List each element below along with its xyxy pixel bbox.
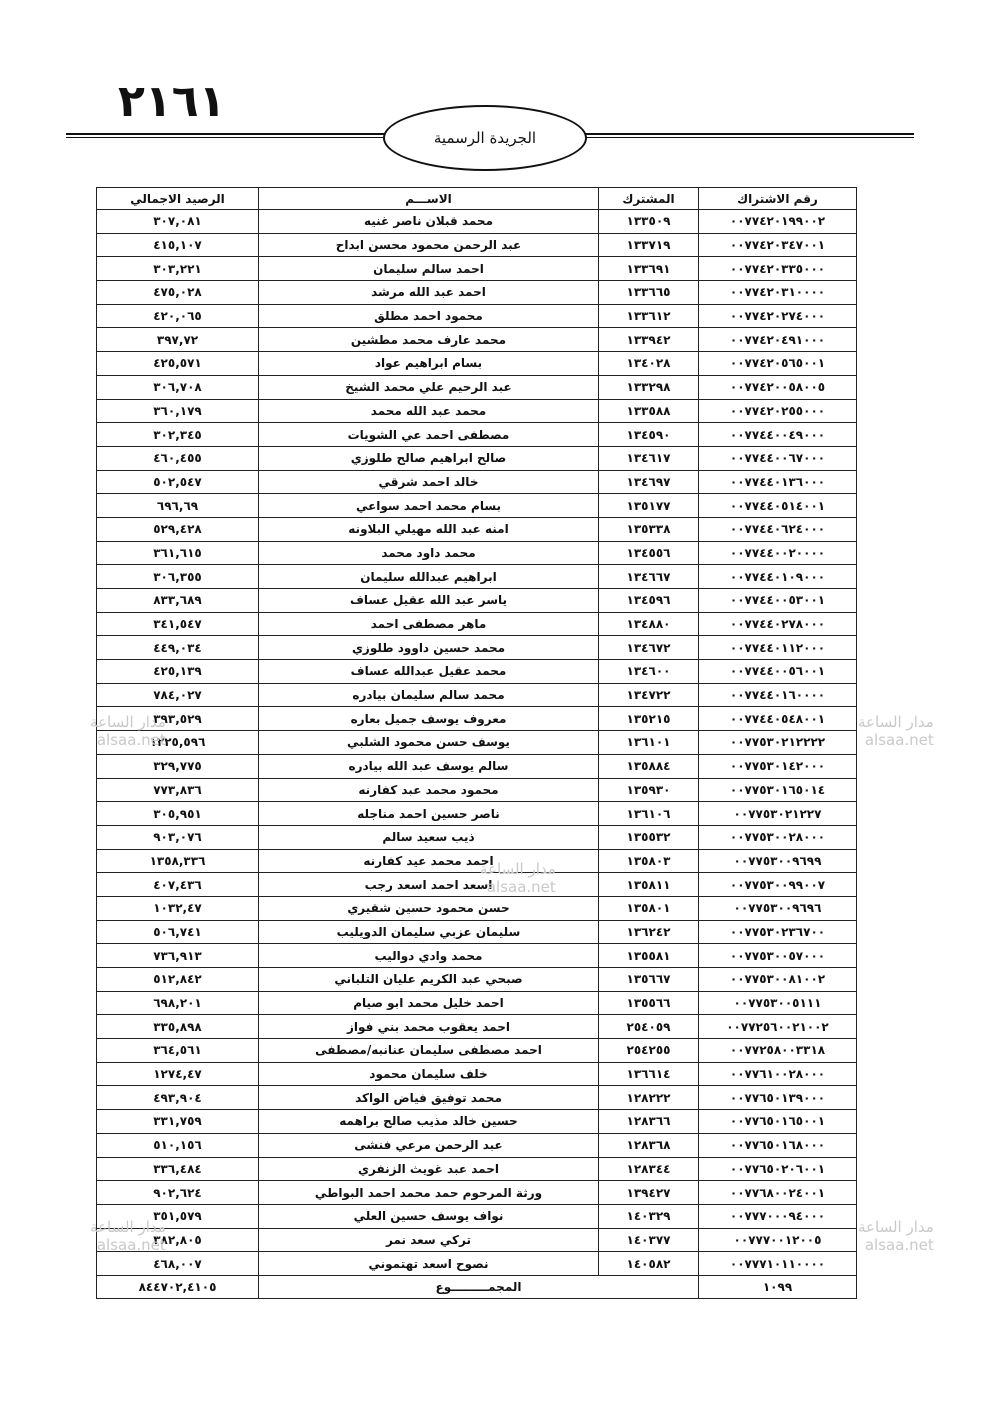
- table-row: [97, 968, 857, 992]
- watermark: مدار الساعة alsaa.net: [90, 713, 166, 749]
- cell-name: صالح ابراهيم صالح طلوزي: [259, 446, 599, 470]
- cell-balance: ٣٠٧,٠٨١: [97, 210, 259, 234]
- cell-balance: ٣٦٤,٥٦١: [97, 1039, 259, 1063]
- gazette-title-oval: [383, 105, 587, 171]
- table-row: [97, 1133, 857, 1157]
- watermark: مدار الساعة alsaa.net: [90, 1218, 166, 1254]
- cell-account-no: ٠٠٧٧٦٥٠٢٠٦٠٠١: [699, 1157, 857, 1181]
- cell-balance: ٣٠٢,٣٤٥: [97, 423, 259, 447]
- cell-balance: ٣٠٦,٧٠٨: [97, 375, 259, 399]
- cell-subscriber: ١٣٤٠٢٨: [599, 352, 699, 376]
- cell-balance: ٣٣١,٧٥٩: [97, 1110, 259, 1134]
- table-row: [97, 589, 857, 613]
- cell-name: امنه عبد الله مهيلي البلاونه: [259, 517, 599, 541]
- cell-name: محمد عارف محمد مطشين: [259, 328, 599, 352]
- table-row: [97, 375, 857, 399]
- table-row: [97, 849, 857, 873]
- cell-balance: ٣٥١,٥٧٩: [97, 1204, 259, 1228]
- cell-balance: ٣٩٧,٧٢: [97, 328, 259, 352]
- cell-name: نواف يوسف حسين العلي: [259, 1204, 599, 1228]
- cell-name: محمد عقيل عبدالله عساف: [259, 660, 599, 684]
- watermark: مدار الساعة alsaa.net: [858, 713, 934, 749]
- cell-subscriber: ١٣٦٦١٤: [599, 1062, 699, 1086]
- table-row: [97, 399, 857, 423]
- cell-account-no: ٠٠٧٧٤٢٠٥٦٥٠٠١: [699, 352, 857, 376]
- table-row: [97, 707, 857, 731]
- table-row: [97, 1062, 857, 1086]
- cell-account-no: ٠٠٧٧٥٣٠٠٨١٠٠٢: [699, 968, 857, 992]
- table-row: [97, 896, 857, 920]
- table-row: [97, 754, 857, 778]
- table-row: [97, 1110, 857, 1134]
- cell-subscriber: ١٣٣٦٩١: [599, 257, 699, 281]
- cell-account-no: ٠٠٧٧٦٥٠١٦٨٠٠٠: [699, 1133, 857, 1157]
- cell-name: تركي سعد نمر: [259, 1228, 599, 1252]
- cell-balance: ٣٩٣,٥٢٩: [97, 707, 259, 731]
- cell-account-no: ٠٠٧٧٤٢٠٣٤٧٠٠١: [699, 233, 857, 257]
- gazette-title: الجريدة الرسمية: [433, 129, 537, 147]
- cell-balance: ٤٧٥,٠٢٨: [97, 281, 259, 305]
- cell-subscriber: ١٣٤٦٠٠: [599, 660, 699, 684]
- cell-subscriber: ١٣٣٧١٩: [599, 233, 699, 257]
- cell-subscriber: ١٣٩٤٢٧: [599, 1181, 699, 1205]
- cell-balance: ٥١٢,٨٤٢: [97, 968, 259, 992]
- subscribers-table: [96, 187, 857, 1299]
- table-row: [97, 1228, 857, 1252]
- table-row: [97, 494, 857, 518]
- table-row: [97, 517, 857, 541]
- cell-name: بسام محمد احمد سواعي: [259, 494, 599, 518]
- cell-name: احمد يعقوب محمد بني فواز: [259, 1015, 599, 1039]
- cell-name: محمد قبلان ناصر غنيه: [259, 210, 599, 234]
- cell-subscriber: ١٣٤٦١٧: [599, 446, 699, 470]
- cell-subscriber: ١٢٨٢٢٢: [599, 1086, 699, 1110]
- cell-subscriber: ٢٥٤٠٥٩: [599, 1015, 699, 1039]
- cell-account-no: ٠٠٧٧٤٤٠٦٢٤٠٠٠: [699, 517, 857, 541]
- header-name: الاســـم: [259, 188, 599, 210]
- cell-account-no: ٠٠٧٧٤٤٠١٦٠٠٠٠: [699, 683, 857, 707]
- table-row: [97, 991, 857, 1015]
- cell-balance: ٨٣٣,٦٨٩: [97, 589, 259, 613]
- cell-account-no: ٠٠٧٧٤٢٠٢٧٤٠٠٠: [699, 304, 857, 328]
- cell-balance: ٦٩٦,٦٩: [97, 494, 259, 518]
- cell-subscriber: ١٣٥٨٠١: [599, 896, 699, 920]
- cell-subscriber: ١٣٥٨١١: [599, 873, 699, 897]
- cell-name: حسن محمود حسين شقيري: [259, 896, 599, 920]
- cell-balance: ٣٦٠,١٧٩: [97, 399, 259, 423]
- cell-subscriber: ١٣٣٩٤٢: [599, 328, 699, 352]
- cell-subscriber: ١٣٦١٠٦: [599, 802, 699, 826]
- cell-balance: ٣٨٢,٨٠٥: [97, 1228, 259, 1252]
- cell-name: احمد عبد الله مرشد: [259, 281, 599, 305]
- cell-name: ورثة المرحوم حمد محمد احمد البواطي: [259, 1181, 599, 1205]
- table-row: [97, 873, 857, 897]
- cell-account-no: ٠٠٧٧٤٤٠٥٤٨٠٠١: [699, 707, 857, 731]
- cell-balance: ٤٢٠,٠٦٥: [97, 304, 259, 328]
- cell-balance: ١٢٢٥,٥٩٦: [97, 731, 259, 755]
- cell-account-no: ٠٠٧٧٤٢٠٣١٠٠٠٠: [699, 281, 857, 305]
- total-balance: ٨٤٤٧٠٢,٤١٠٥: [97, 1275, 259, 1298]
- table-row: [97, 920, 857, 944]
- total-label: المجمـــــــــوع: [259, 1275, 699, 1298]
- table-row: [97, 1039, 857, 1063]
- cell-account-no: ٠٠٧٧٤٤٠٢٧٨٠٠٠: [699, 612, 857, 636]
- cell-subscriber: ١٣٦٢٤٢: [599, 920, 699, 944]
- cell-name: ناصر حسين احمد مناجله: [259, 802, 599, 826]
- cell-subscriber: ١٣٥١٧٧: [599, 494, 699, 518]
- cell-account-no: ٠٠٧٧٥٣٠١٤٢٠٠٠: [699, 754, 857, 778]
- cell-balance: ٣٤١,٥٤٧: [97, 612, 259, 636]
- cell-subscriber: ١٣٥٩٣٠: [599, 778, 699, 802]
- cell-name: محمد سالم سليمان بيادره: [259, 683, 599, 707]
- table-row: [97, 565, 857, 589]
- cell-name: محمود محمد عبد كفارنه: [259, 778, 599, 802]
- cell-balance: ٧٨٤,٠٢٧: [97, 683, 259, 707]
- cell-balance: ١٣٥٨,٣٣٦: [97, 849, 259, 873]
- cell-balance: ٩٠٣,٠٧٦: [97, 825, 259, 849]
- table-row: [97, 683, 857, 707]
- table-row: [97, 778, 857, 802]
- cell-subscriber: ١٢٨٣٤٤: [599, 1157, 699, 1181]
- cell-account-no: ٠٠٧٧٤٢٠١٩٩٠٠٢: [699, 210, 857, 234]
- cell-account-no: ٠٠٧٧٤٤٠٠٥٦٠٠١: [699, 660, 857, 684]
- cell-account-no: ٠٠٧٧٦١٠٠٢٨٠٠٠: [699, 1062, 857, 1086]
- cell-account-no: ٠٠٧٧٢٥٦٠٠٢١٠٠٢: [699, 1015, 857, 1039]
- cell-balance: ٣٠٦,٣٥٥: [97, 565, 259, 589]
- cell-name: احمد خليل محمد ابو صيام: [259, 991, 599, 1015]
- header-account-no: رقم الاشتراك: [699, 188, 857, 210]
- cell-name: عبد الرحمن مرعي فنشى: [259, 1133, 599, 1157]
- cell-account-no: ٠٠٧٧٤٢٠٤٩١٠٠٠: [699, 328, 857, 352]
- cell-name: سالم يوسف عبد الله بيادره: [259, 754, 599, 778]
- cell-balance: ٥٠٦,٧٤١: [97, 920, 259, 944]
- cell-balance: ٩٠٢,٦٢٤: [97, 1181, 259, 1205]
- cell-subscriber: ١٣٣٥٨٨: [599, 399, 699, 423]
- cell-name: ابراهيم عبدالله سليمان: [259, 565, 599, 589]
- cell-balance: ٥١٠,١٥٦: [97, 1133, 259, 1157]
- table-row: [97, 1252, 857, 1276]
- cell-balance: ٤٦٨,٠٠٧: [97, 1252, 259, 1276]
- cell-account-no: ٠٠٧٧٥٣٠٠٩٩٠٠٧: [699, 873, 857, 897]
- cell-subscriber: ١٤٠٥٨٢: [599, 1252, 699, 1276]
- cell-account-no: ٠٠٧٧٥٣٠٢٣٦٧٠٠: [699, 920, 857, 944]
- cell-name: محمد عبد الله محمد: [259, 399, 599, 423]
- cell-subscriber: ١٣٥٣٣٨: [599, 517, 699, 541]
- table-row: [97, 423, 857, 447]
- subscribers-table-wrap: [96, 187, 856, 1299]
- table-total-row: [97, 1275, 857, 1298]
- cell-name: احمد سالم سليمان: [259, 257, 599, 281]
- cell-name: محمد داود محمد: [259, 541, 599, 565]
- cell-name: ماهر مصطفى احمد: [259, 612, 599, 636]
- cell-name: عبد الرحيم علي محمد الشيخ: [259, 375, 599, 399]
- cell-subscriber: ١٢٨٣٦٦: [599, 1110, 699, 1134]
- cell-account-no: ٠٠٧٧٤٢٠٣٣٥٠٠٠: [699, 257, 857, 281]
- cell-subscriber: ١٢٨٣٦٨: [599, 1133, 699, 1157]
- cell-balance: ١٠٣٢,٤٧: [97, 896, 259, 920]
- cell-subscriber: ١٣٤٥٩٦: [599, 589, 699, 613]
- table-row: [97, 541, 857, 565]
- table-row: [97, 446, 857, 470]
- cell-name: خالد احمد شرقي: [259, 470, 599, 494]
- cell-account-no: ٠٠٧٧٥٣٠٢١٢٢٧: [699, 802, 857, 826]
- cell-subscriber: ١٣٥٥٦٦: [599, 991, 699, 1015]
- cell-account-no: ٠٠٧٧٦٥٠١٦٥٠٠١: [699, 1110, 857, 1134]
- cell-name: محمد توفيق فياض الواكد: [259, 1086, 599, 1110]
- table-row: [97, 944, 857, 968]
- page-number: ٢١٦١: [118, 76, 226, 127]
- cell-subscriber: ١٣٥٥٣٢: [599, 825, 699, 849]
- watermark: مدار الساعة alsaa.net: [480, 860, 556, 896]
- cell-name: بسام ابراهيم عواد: [259, 352, 599, 376]
- cell-balance: ١٢٧٤,٤٧: [97, 1062, 259, 1086]
- cell-name: ياسر عبد الله عقيل عساف: [259, 589, 599, 613]
- table-row: [97, 210, 857, 234]
- cell-name: نصوح اسعد تهتموني: [259, 1252, 599, 1276]
- cell-balance: ٣٣٦,٤٨٤: [97, 1157, 259, 1181]
- table-row: [97, 257, 857, 281]
- table-row: [97, 1181, 857, 1205]
- cell-account-no: ٠٠٧٧٤٢٠٠٥٨٠٠٥: [699, 375, 857, 399]
- cell-balance: ٤٩٣,٩٠٤: [97, 1086, 259, 1110]
- cell-balance: ٥٠٢,٥٤٧: [97, 470, 259, 494]
- table-header-row: [97, 188, 857, 210]
- cell-subscriber: ١٣٦١٠١: [599, 731, 699, 755]
- table-row: [97, 304, 857, 328]
- cell-account-no: ٠٠٧٧٤٢٠٢٥٥٠٠٠: [699, 399, 857, 423]
- cell-subscriber: ١٣٣٢٩٨: [599, 375, 699, 399]
- cell-balance: ٣٠٥,٩٥١: [97, 802, 259, 826]
- cell-subscriber: ١٣٤٧٢٢: [599, 683, 699, 707]
- cell-subscriber: ١٣٤٦٦٧: [599, 565, 699, 589]
- table-row: [97, 612, 857, 636]
- total-count: ١٠٩٩: [699, 1275, 857, 1298]
- cell-account-no: ٠٠٧٧٤٤٠٠٤٩٠٠٠: [699, 423, 857, 447]
- cell-balance: ٣٢٩,٧٧٥: [97, 754, 259, 778]
- cell-account-no: ٠٠٧٧٥٣٠٠٩٦٩٩: [699, 849, 857, 873]
- cell-subscriber: ١٤٠٣٧٧: [599, 1228, 699, 1252]
- cell-balance: ٣٣٥,٨٩٨: [97, 1015, 259, 1039]
- table-row: [97, 328, 857, 352]
- cell-balance: ٥٢٩,٤٢٨: [97, 517, 259, 541]
- cell-account-no: ٠٠٧٧٤٤٠٠٥٣٠٠١: [699, 589, 857, 613]
- cell-account-no: ٠٠٧٧٤٤٠٠٢٠٠٠٠: [699, 541, 857, 565]
- cell-subscriber: ١٣٤٦٧٢: [599, 636, 699, 660]
- header-subscriber: المشترك: [599, 188, 699, 210]
- cell-account-no: ٠٠٧٧٧٠٠٠٩٤٠٠٠: [699, 1204, 857, 1228]
- table-body: [97, 210, 857, 1276]
- cell-subscriber: ١٣٥٢١٥: [599, 707, 699, 731]
- table-row: [97, 352, 857, 376]
- cell-name: يوسف حسن محمود الشلبي: [259, 731, 599, 755]
- cell-account-no: ٠٠٧٧٥٣٠١٦٥٠١٤: [699, 778, 857, 802]
- cell-balance: ٤١٥,١٠٧: [97, 233, 259, 257]
- cell-name: سليمان عزبي سليمان الدويليب: [259, 920, 599, 944]
- cell-name: ذيب سعيد سالم: [259, 825, 599, 849]
- cell-name: احمد مصطفى سليمان عنانبه/مصطفى: [259, 1039, 599, 1063]
- cell-account-no: ٠٠٧٧٦٨٠٠٢٤٠٠١: [699, 1181, 857, 1205]
- cell-balance: ٤٢٥,١٣٩: [97, 660, 259, 684]
- cell-balance: ٤٢٥,٥٧١: [97, 352, 259, 376]
- table-row: [97, 636, 857, 660]
- cell-subscriber: ١٣٤٥٥٦: [599, 541, 699, 565]
- cell-subscriber: ١٣٤٦٩٧: [599, 470, 699, 494]
- table-row: [97, 1086, 857, 1110]
- cell-name: صبحي عبد الكريم عليان التلباني: [259, 968, 599, 992]
- cell-name: اسعد احمد اسعد رجب: [259, 873, 599, 897]
- cell-account-no: ٠٠٧٧٤٤٠١٠٩٠٠٠: [699, 565, 857, 589]
- cell-subscriber: ١٣٥٨٨٤: [599, 754, 699, 778]
- cell-subscriber: ١٣٣٦١٢: [599, 304, 699, 328]
- cell-balance: ٤٤٩,٠٣٤: [97, 636, 259, 660]
- cell-name: عبد الرحمن محمود محسن ابداح: [259, 233, 599, 257]
- table-row: [97, 1015, 857, 1039]
- cell-subscriber: ١٤٠٣٢٩: [599, 1204, 699, 1228]
- cell-subscriber: ١٣٥٨٠٣: [599, 849, 699, 873]
- cell-balance: ٣٦١,٦١٥: [97, 541, 259, 565]
- cell-balance: ٧٧٣,٨٣٦: [97, 778, 259, 802]
- cell-name: خلف سليمان محمود: [259, 1062, 599, 1086]
- cell-account-no: ٠٠٧٧٤٤٠١٣٦٠٠٠: [699, 470, 857, 494]
- cell-name: محمود احمد مطلق: [259, 304, 599, 328]
- table-row: [97, 660, 857, 684]
- table-row: [97, 825, 857, 849]
- cell-account-no: ٠٠٧٧٢٥٨٠٠٣٣١٨: [699, 1039, 857, 1063]
- watermark: مدار الساعة alsaa.net: [858, 1218, 934, 1254]
- table-row: [97, 731, 857, 755]
- table-row: [97, 802, 857, 826]
- cell-name: حسين خالد مذيب صالح براهمه: [259, 1110, 599, 1134]
- cell-account-no: ٠٠٧٧٥٣٠٠٩٦٩٦: [699, 896, 857, 920]
- cell-account-no: ٠٠٧٧٧١٠١١٠٠٠٠: [699, 1252, 857, 1276]
- cell-balance: ٦٩٨,٢٠١: [97, 991, 259, 1015]
- cell-account-no: ٠٠٧٧٥٣٠٠٢٨٠٠٠: [699, 825, 857, 849]
- header-balance: الرصيد الاجمالي: [97, 188, 259, 210]
- cell-subscriber: ١٣٥٦٦٧: [599, 968, 699, 992]
- cell-account-no: ٠٠٧٧٥٣٠٠٥٧٠٠٠: [699, 944, 857, 968]
- cell-subscriber: ١٣٥٥٨١: [599, 944, 699, 968]
- cell-account-no: ٠٠٧٧٤٤٠١١٢٠٠٠: [699, 636, 857, 660]
- cell-account-no: ٠٠٧٧٤٤٠٠٦٧٠٠٠: [699, 446, 857, 470]
- cell-name: احمد محمد عيد كفارنه: [259, 849, 599, 873]
- cell-name: محمد وادي دواليب: [259, 944, 599, 968]
- cell-name: معروف يوسف جميل بعاره: [259, 707, 599, 731]
- cell-account-no: ٠٠٧٧٥٣٠٠٥١١١: [699, 991, 857, 1015]
- cell-name: مصطفى احمد عي الشويات: [259, 423, 599, 447]
- table-row: [97, 1204, 857, 1228]
- cell-subscriber: ١٣٤٥٩٠: [599, 423, 699, 447]
- cell-subscriber: ٢٥٤٢٥٥: [599, 1039, 699, 1063]
- cell-subscriber: ١٣٣٥٠٩: [599, 210, 699, 234]
- cell-account-no: ٠٠٧٧٧٠٠١٢٠٠٥: [699, 1228, 857, 1252]
- cell-name: محمد حسين داوود طلوزي: [259, 636, 599, 660]
- table-row: [97, 233, 857, 257]
- cell-subscriber: ١٣٤٨٨٠: [599, 612, 699, 636]
- cell-account-no: ٠٠٧٧٤٤٠٥١٤٠٠١: [699, 494, 857, 518]
- table-row: [97, 470, 857, 494]
- table-row: [97, 281, 857, 305]
- cell-name: احمد عبد غويث الزنفري: [259, 1157, 599, 1181]
- cell-balance: ٣٠٣,٢٢١: [97, 257, 259, 281]
- table-row: [97, 1157, 857, 1181]
- cell-account-no: ٠٠٧٧٦٥٠١٣٩٠٠٠: [699, 1086, 857, 1110]
- cell-subscriber: ١٣٣٦٦٥: [599, 281, 699, 305]
- cell-account-no: ٠٠٧٧٥٣٠٢١٢٢٢٢: [699, 731, 857, 755]
- cell-balance: ٤٠٧,٤٣٦: [97, 873, 259, 897]
- cell-balance: ٧٣٦,٩١٣: [97, 944, 259, 968]
- cell-balance: ٤٦٠,٤٥٥: [97, 446, 259, 470]
